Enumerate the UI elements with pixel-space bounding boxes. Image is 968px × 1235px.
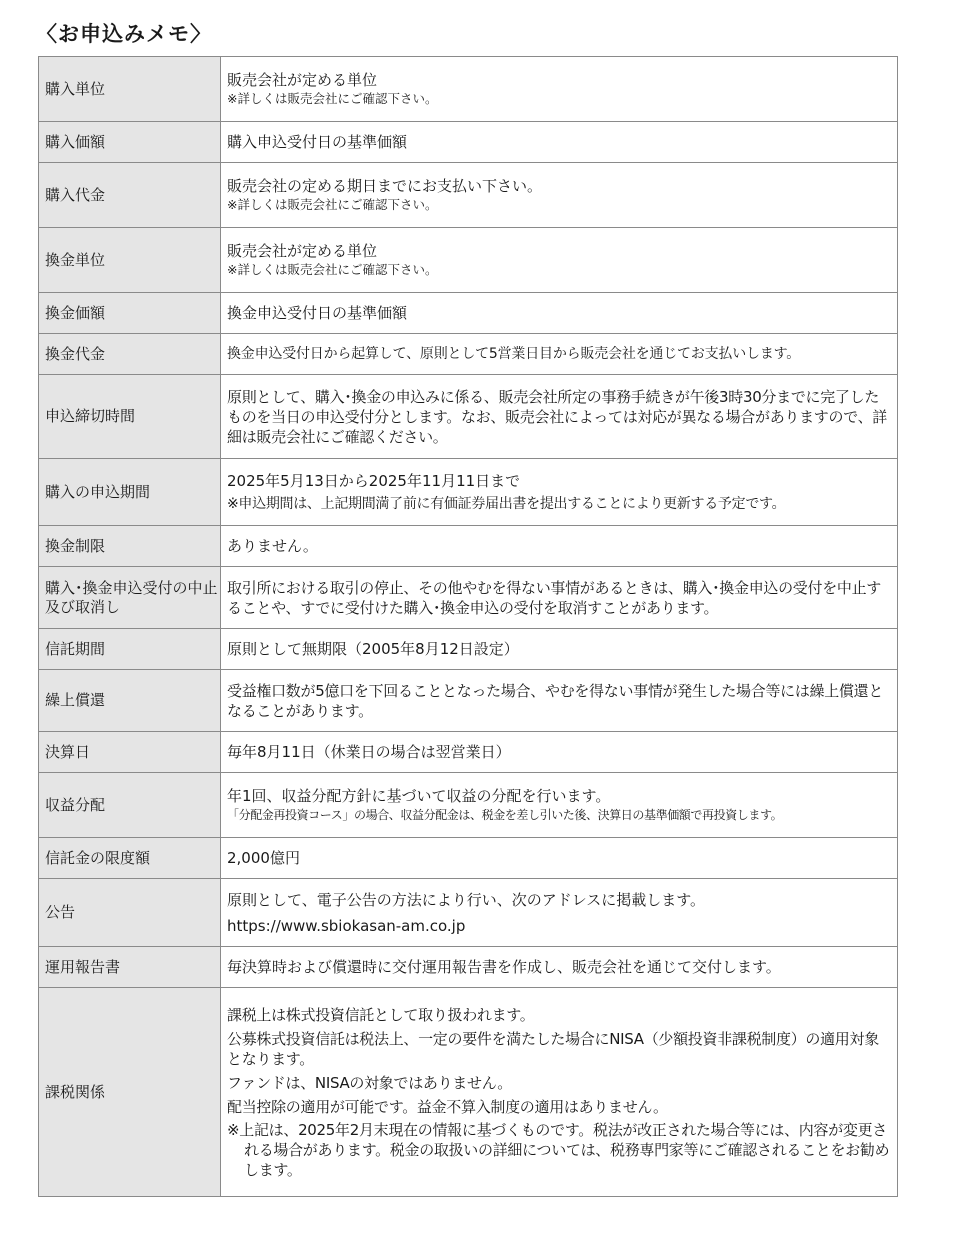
- row-value: 毎決算時および償還時に交付運用報告書を作成し、販売会社を通じて交付します。: [221, 947, 898, 988]
- row-label: 換金価額: [39, 293, 221, 334]
- value-text: 原則として、電子公告の方法により行い、次のアドレスに掲載します。: [227, 890, 706, 909]
- value-text: 販売会社が定める単位: [227, 71, 378, 89]
- row-value: 受益権口数が5億口を下回ることとなった場合、やむを得ない事情が発生した場合等には繰上償還となることがあります。: [221, 670, 898, 732]
- value-text: 年1回、収益分配方針に基づいて収益の分配を行います。: [227, 787, 611, 805]
- table-row: [39, 334, 898, 375]
- row-value: 換金申込受付日の基準価額: [221, 293, 898, 334]
- row-label: 購入価額: [39, 122, 221, 163]
- application-memo-table: [38, 56, 898, 1197]
- tax-text-4: 配当控除の適用が可能です。益金不算入制度の適用はありません。: [227, 1097, 668, 1116]
- table-row: [39, 947, 898, 988]
- table-row: [39, 732, 898, 773]
- row-value: 原則として無期限（2005年8月12日設定）: [221, 629, 898, 670]
- row-value: 2,000億円: [221, 838, 898, 879]
- table-row: [39, 567, 898, 629]
- table-row: [39, 670, 898, 732]
- row-label: 購入単位: [39, 57, 221, 122]
- value-text: 販売会社が定める単位: [227, 242, 378, 260]
- row-value: ありません。: [221, 526, 898, 567]
- value-text: 2025年5月13日から2025年11月11日まで: [227, 471, 521, 490]
- row-label: 公告: [39, 879, 221, 947]
- row-value: [221, 57, 898, 122]
- row-value: [221, 879, 898, 947]
- value-note: 「分配金再投資コース」の場合、収益分配金は、税金を差し引いた後、決算日の基準価額で再投資します。: [227, 808, 783, 822]
- row-label: 信託期間: [39, 629, 221, 670]
- value-note: ※申込期間は、上記期間満了前に有価証券届出書を提出することにより更新する予定です。: [227, 495, 786, 512]
- table-row: [39, 629, 898, 670]
- table-row: [39, 57, 898, 122]
- row-label: 申込締切時間: [39, 375, 221, 459]
- tax-text-1: 課税上は株式投資信託として取り扱われます。: [227, 1005, 535, 1024]
- row-label: 換金制限: [39, 526, 221, 567]
- row-label: 換金単位: [39, 228, 221, 293]
- row-value: 取引所における取引の停止、その他やむを得ない事情があるときは、購入･換金申込の受付を中止することや、すでに受付けた購入･換金申込の受付を取消すことがあります。: [221, 567, 898, 629]
- row-label: 換金代金: [39, 334, 221, 375]
- value-text: 販売会社の定める期日までにお支払い下さい。: [227, 177, 543, 195]
- row-value: [221, 773, 898, 838]
- table-row: [39, 122, 898, 163]
- row-label: 課税関係: [39, 988, 221, 1197]
- row-value: 原則として、購入･換金の申込みに係る、販売会社所定の事務手続きが午後3時30分までに完了したものを当日の申込受付分とします。なお、販売会社によっては対応が異なる場合がありますので、詳細は販売会社にご確認ください。: [221, 375, 898, 459]
- table-row: [39, 375, 898, 459]
- table-row: [39, 879, 898, 947]
- row-value: [221, 988, 898, 1197]
- tax-text-3: ファンドは、NISAの対象ではありません。: [227, 1073, 513, 1092]
- table-row: [39, 988, 898, 1197]
- row-label: 購入代金: [39, 163, 221, 228]
- value-note: ※詳しくは販売会社にご確認下さい。: [227, 197, 438, 212]
- row-label: 運用報告書: [39, 947, 221, 988]
- page-title: 〈お申込みメモ〉: [36, 22, 212, 46]
- table-row: [39, 163, 898, 228]
- table-row: [39, 526, 898, 567]
- table-row: [39, 838, 898, 879]
- table-row: [39, 459, 898, 526]
- value-note: ※詳しくは販売会社にご確認下さい。: [227, 262, 438, 277]
- row-value: 換金申込受付日から起算して、原則として5営業日目から販売会社を通じてお支払いします。: [221, 334, 898, 375]
- row-label: 決算日: [39, 732, 221, 773]
- row-label: 繰上償還: [39, 670, 221, 732]
- tax-note: ※上記は、2025年2月末現在の情報に基づくものです。税法が改正された場合等には、内容が変更される場合があります。税金の取扱いの詳細については、税務専門家等にご確認されることをお勧めします。: [227, 1120, 890, 1179]
- table-row: [39, 773, 898, 838]
- row-label: 購入の申込期間: [39, 459, 221, 526]
- row-label: 収益分配: [39, 773, 221, 838]
- url-text: https://www.sbiokasan-am.co.jp: [227, 916, 466, 935]
- row-label: 購入･換金申込受付の中止及び取消し: [39, 567, 221, 629]
- row-value: 毎年8月11日（休業日の場合は翌営業日）: [221, 732, 898, 773]
- row-value: [221, 163, 898, 228]
- row-value: 購入申込受付日の基準価額: [221, 122, 898, 163]
- value-note: ※詳しくは販売会社にご確認下さい。: [227, 91, 438, 106]
- row-value: [221, 459, 898, 526]
- row-value: [221, 228, 898, 293]
- row-label: 信託金の限度額: [39, 838, 221, 879]
- table-row: [39, 228, 898, 293]
- table-row: [39, 293, 898, 334]
- tax-text-2: 公募株式投資信託は税法上、一定の要件を満たした場合にNISA（少額投資非課税制度）の適用対象となります。: [227, 1029, 879, 1068]
